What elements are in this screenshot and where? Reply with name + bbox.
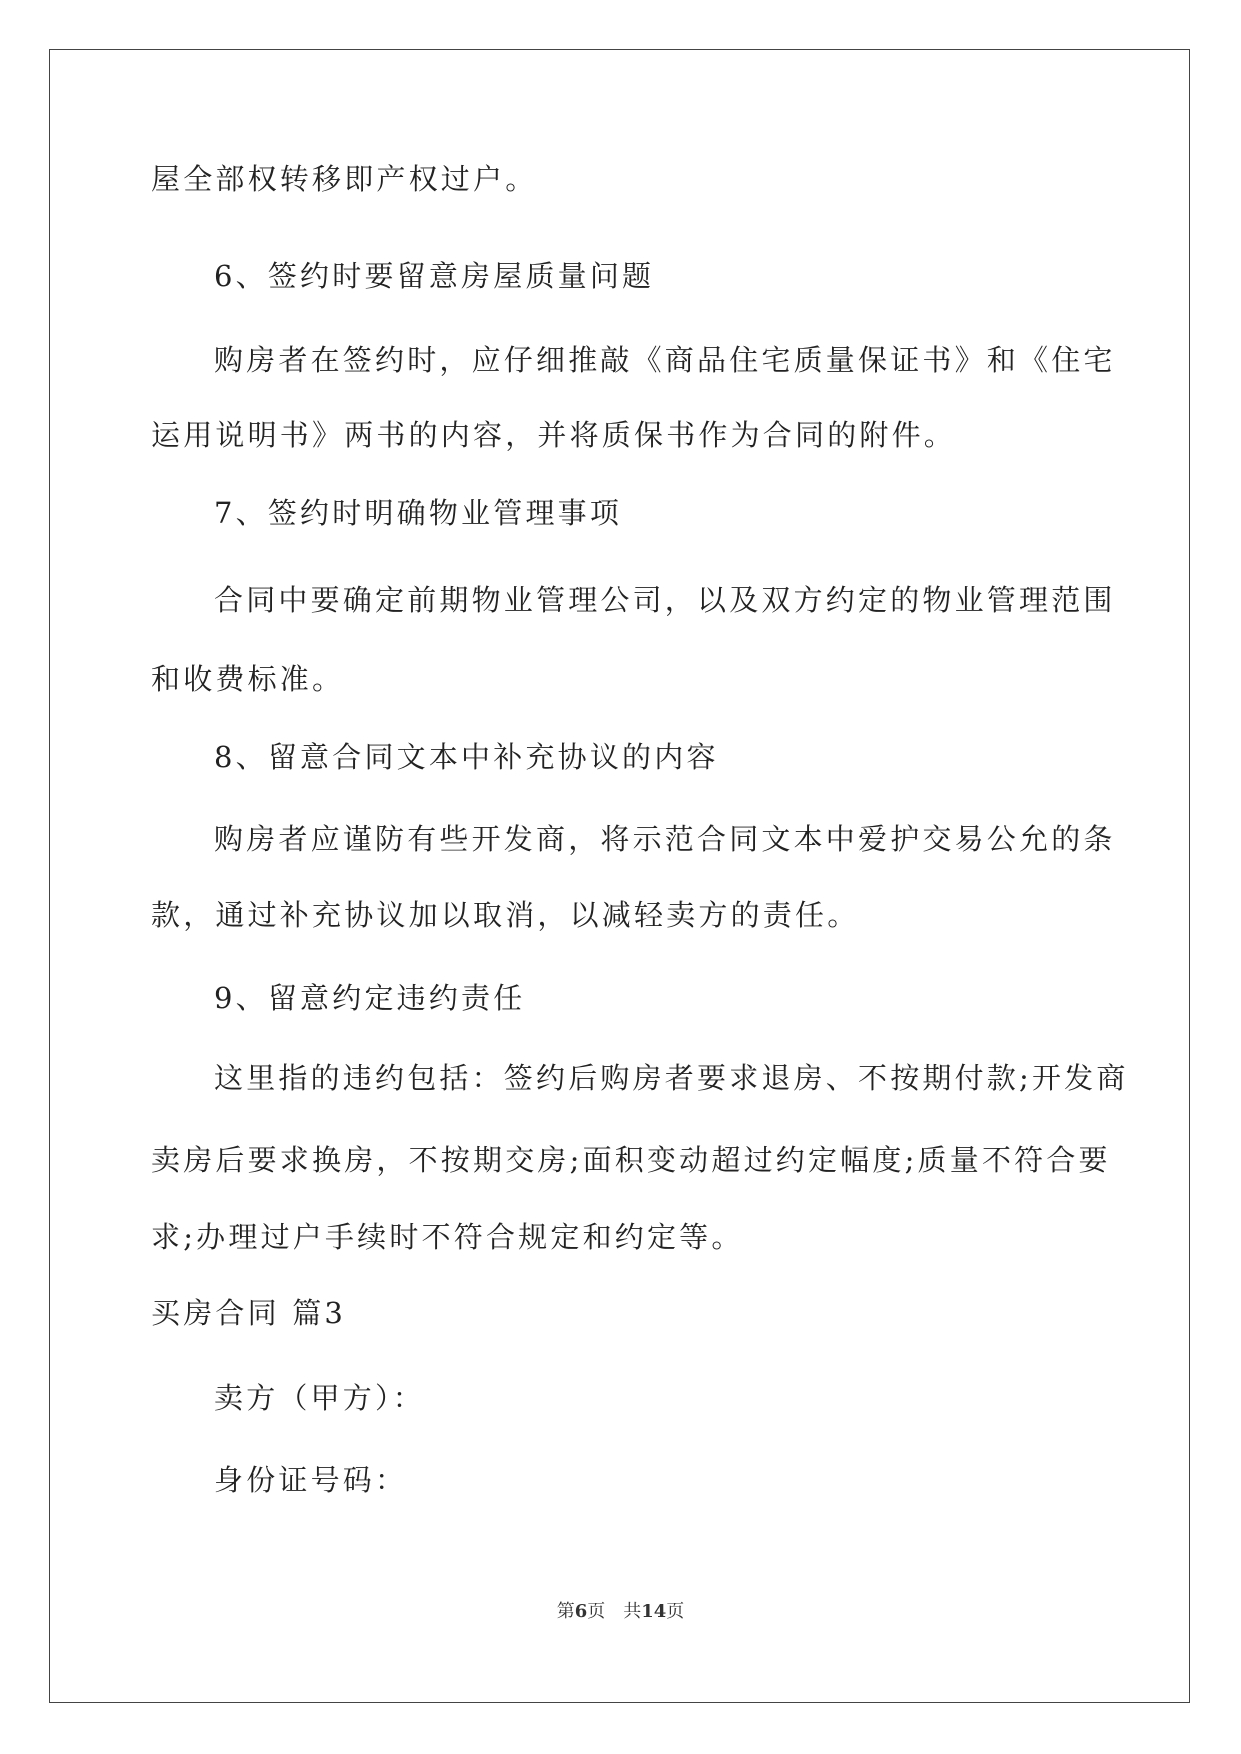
paragraph-line: 这里指的违约包括：签约后购房者要求退房、不按期付款;开发商 <box>214 1061 1129 1095</box>
current-page-number: 6 <box>574 1601 588 1622</box>
paragraph-line: 运用说明书》两书的内容，并将质保书作为合同的附件。 <box>151 418 957 452</box>
total-page-number: 14 <box>641 1601 667 1622</box>
paragraph-line: 款，通过补充协议加以取消，以减轻卖方的责任。 <box>151 898 860 932</box>
id-number-field-label: 身份证号码： <box>214 1463 408 1497</box>
contract-title: 买房合同 篇3 <box>151 1296 347 1330</box>
paragraph-line: 合同中要确定前期物业管理公司，以及双方约定的物业管理范围 <box>214 583 1116 617</box>
section-heading: 8、留意合同文本中补充协议的内容 <box>214 740 719 774</box>
section-heading: 6、签约时要留意房屋质量问题 <box>214 259 655 293</box>
section-heading: 7、签约时明确物业管理事项 <box>214 496 623 530</box>
total-suffix: 页 <box>666 1601 685 1622</box>
page-suffix: 页 <box>587 1601 606 1622</box>
page-border <box>49 49 1190 1703</box>
paragraph-line: 屋全部权转移即产权过户。 <box>151 162 538 196</box>
paragraph-line: 购房者在签约时，应仔细推敲《商品住宅质量保证书》和《住宅 <box>214 343 1116 377</box>
paragraph-line: 和收费标准。 <box>151 662 345 696</box>
page-prefix: 第 <box>556 1601 575 1622</box>
paragraph-line: 购房者应谨防有些开发商，将示范合同文本中爱护交易公允的条 <box>214 822 1116 856</box>
page-footer <box>0 1597 1241 1623</box>
section-heading: 9、留意约定违约责任 <box>214 981 526 1015</box>
seller-field-label: 卖方（甲方）： <box>214 1381 425 1415</box>
paragraph-line: 求;办理过户手续时不符合规定和约定等。 <box>151 1220 744 1254</box>
total-prefix: 共 <box>623 1601 642 1622</box>
paragraph-line: 卖房后要求换房，不按期交房;面积变动超过约定幅度;质量不符合要 <box>151 1143 1111 1177</box>
